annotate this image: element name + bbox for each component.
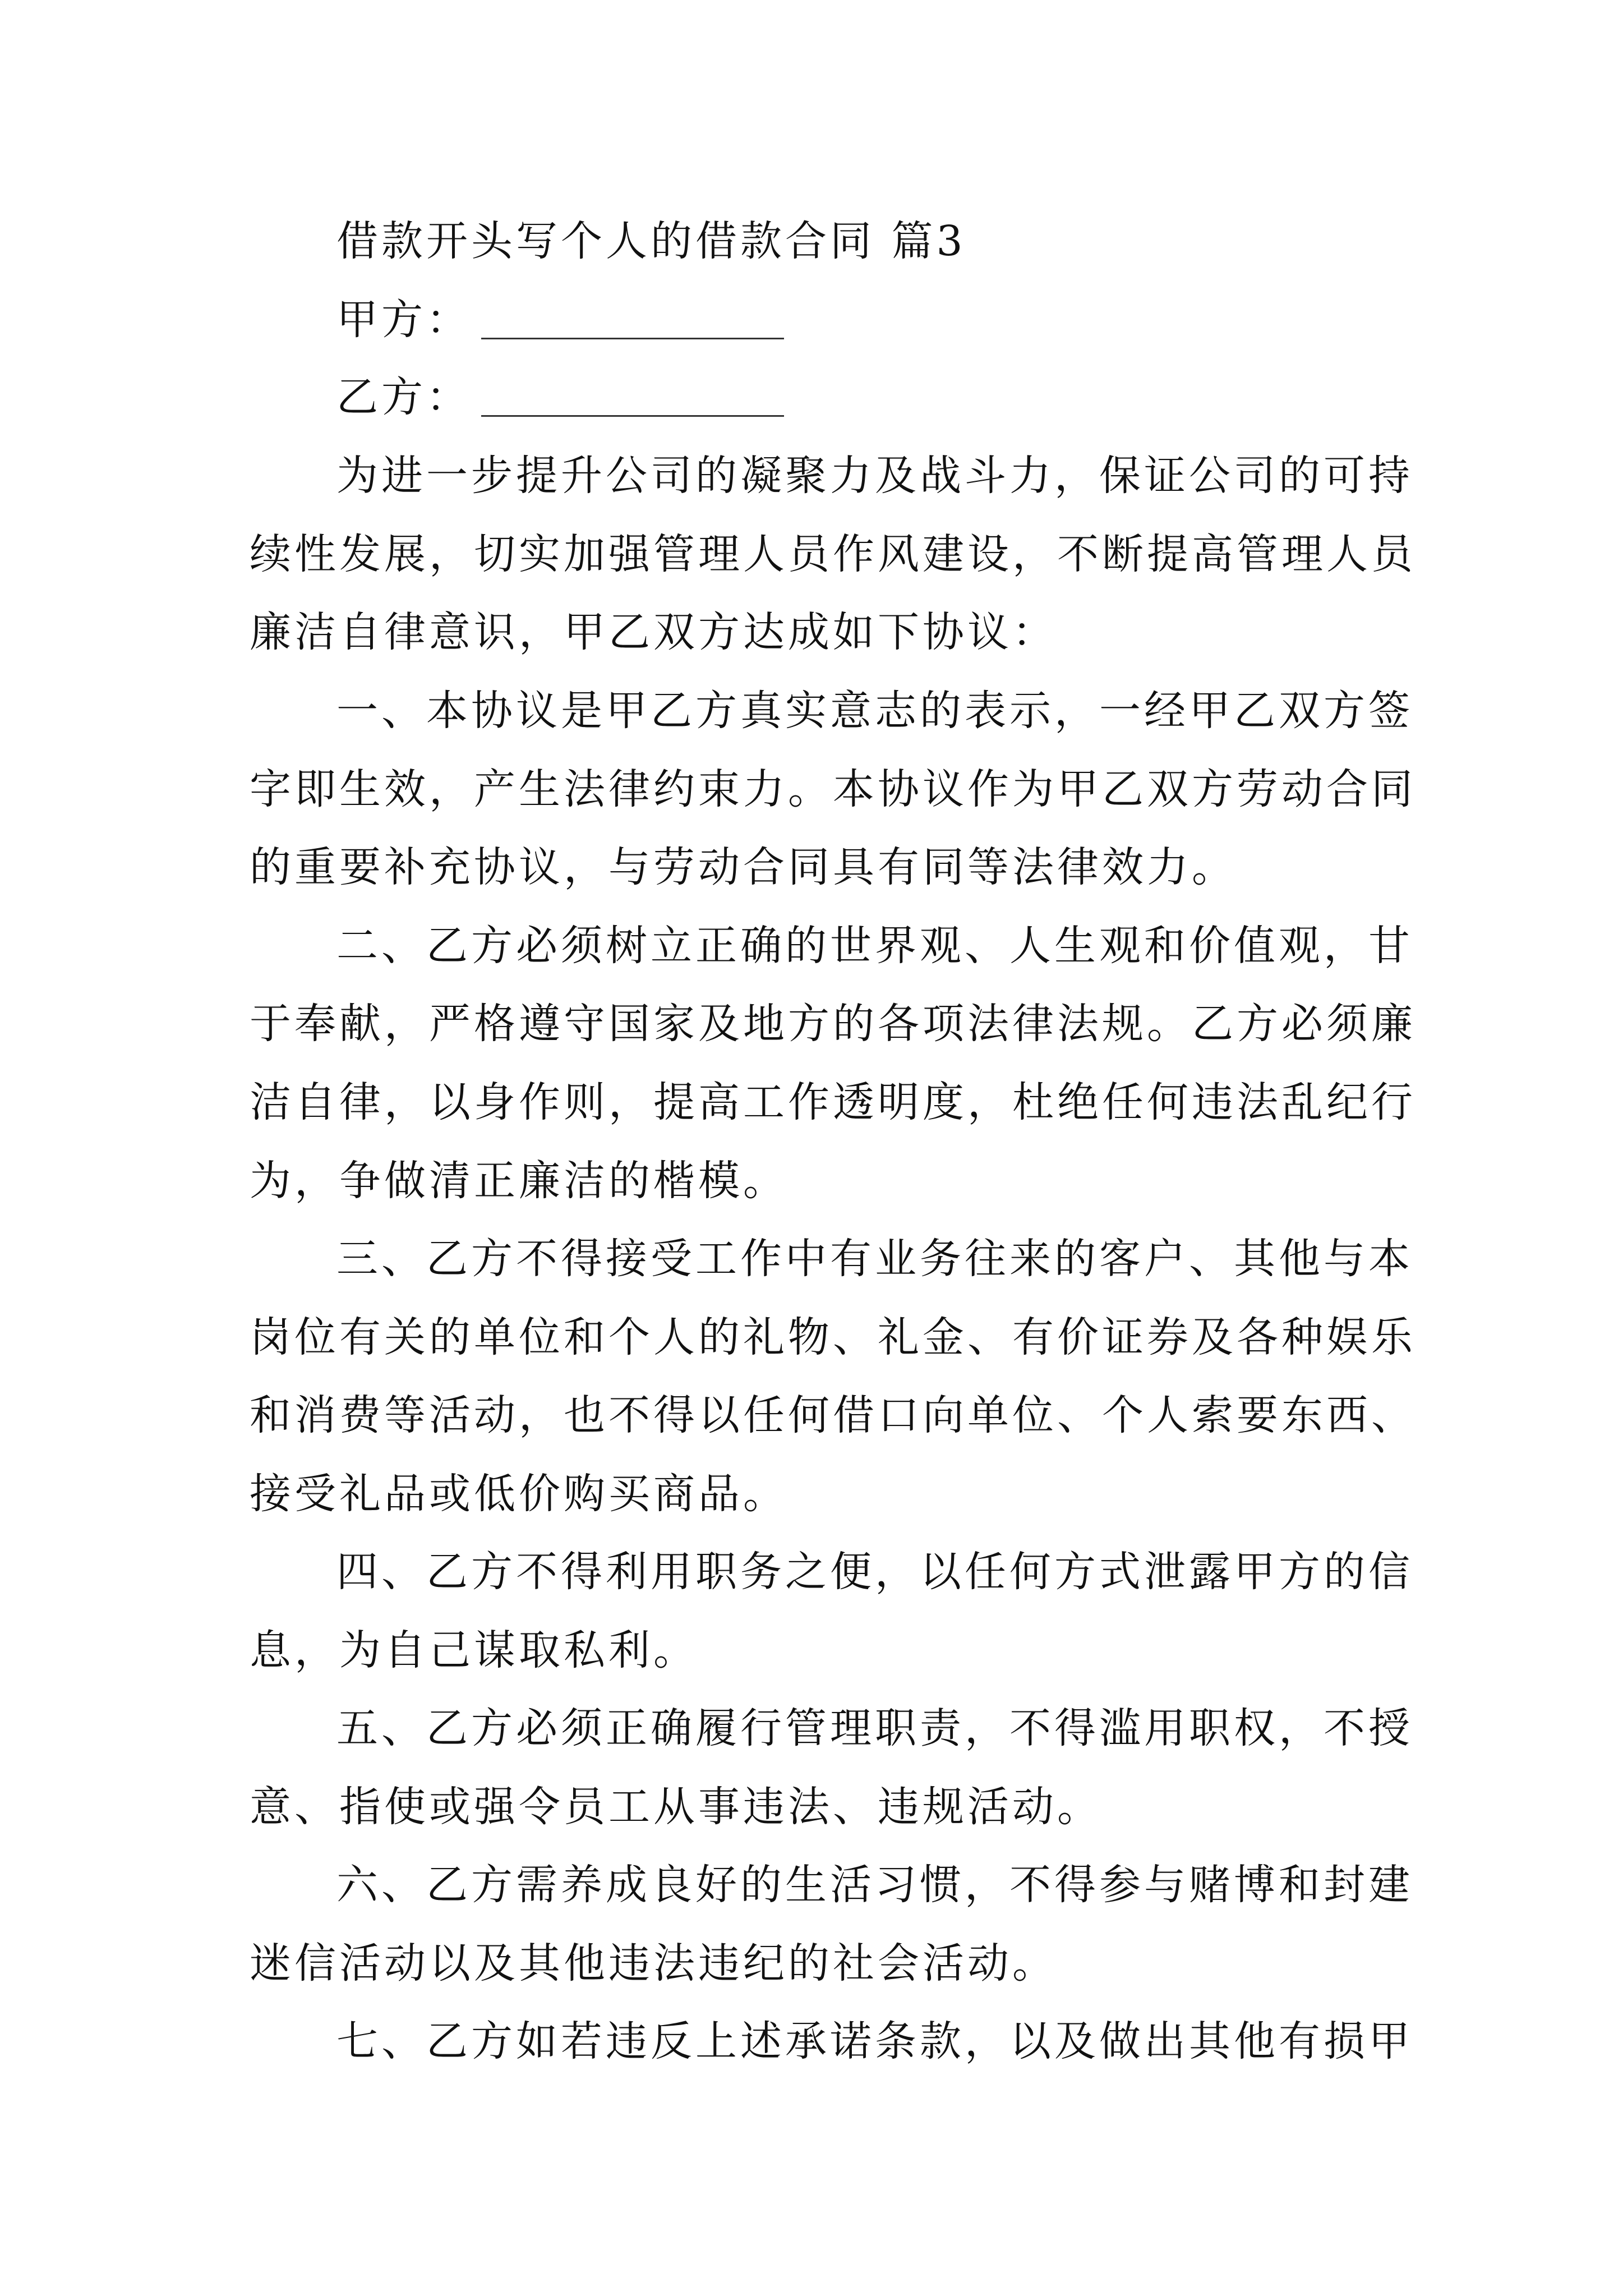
- body-line: 六、乙方需养成良好的生活习惯，不得参与赌博和封建: [336, 1861, 1413, 1909]
- body-line: 二、乙方必须树立正确的世界观、人生观和价值观，甘: [336, 922, 1413, 970]
- body-line: 续性发展，切实加强管理人员作风建设，不断提高管理人员: [250, 530, 1416, 578]
- body-line: 息，为自己谋取私利。: [250, 1626, 698, 1674]
- party-a-blank: [481, 335, 784, 339]
- body-line: 洁自律，以身作则，提高工作透明度，杜绝任何违法乱纪行: [250, 1078, 1416, 1126]
- body-line: 的重要补充协议，与劳动合同具有同等法律效力。: [250, 843, 1237, 891]
- body-line: 于奉献，严格遵守国家及地方的各项法律法规。乙方必须廉: [250, 1000, 1416, 1048]
- body-line: 为，争做清正廉洁的楷模。: [250, 1157, 788, 1205]
- body-line: 岗位有关的单位和个人的礼物、礼金、有价证券及各种娱乐: [250, 1313, 1416, 1361]
- body-line: 三、乙方不得接受工作中有业务往来的客户、其他与本: [336, 1235, 1413, 1283]
- body-line: 接受礼品或低价购买商品。: [250, 1470, 788, 1518]
- party-b-blank: [481, 413, 784, 417]
- body-line: 五、乙方必须正确履行管理职责，不得滥用职权，不授: [336, 1704, 1413, 1752]
- party-b-line: [336, 369, 784, 425]
- body-line: 意、指使或强令员工从事违法、违规活动。: [250, 1783, 1102, 1831]
- body-line: 七、乙方如若违反上述承诺条款，以及做出其他有损甲: [336, 2017, 1413, 2065]
- body-line: 和消费等活动，也不得以任何借口向单位、个人索要东西、: [250, 1391, 1416, 1439]
- body-line: 迷信活动以及其他违法违纪的社会活动。: [250, 1939, 1057, 1987]
- party-a-line: [336, 292, 784, 348]
- body-line: 字即生效，产生法律约束力。本协议作为甲乙双方劳动合同: [250, 765, 1416, 813]
- document-title: 借款开头写个人的借款合同 篇3: [336, 217, 966, 265]
- party-a-label: 甲方：: [336, 296, 471, 344]
- party-b-label: 乙方：: [336, 373, 471, 421]
- body-line: 为进一步提升公司的凝聚力及战斗力，保证公司的可持: [336, 452, 1413, 500]
- body-line: 一、本协议是甲乙方真实意志的表示，一经甲乙双方签: [336, 687, 1413, 735]
- body-line: 四、乙方不得利用职务之便，以任何方式泄露甲方的信: [336, 1548, 1413, 1596]
- body-line: 廉洁自律意识，甲乙双方达成如下协议：: [250, 608, 1057, 656]
